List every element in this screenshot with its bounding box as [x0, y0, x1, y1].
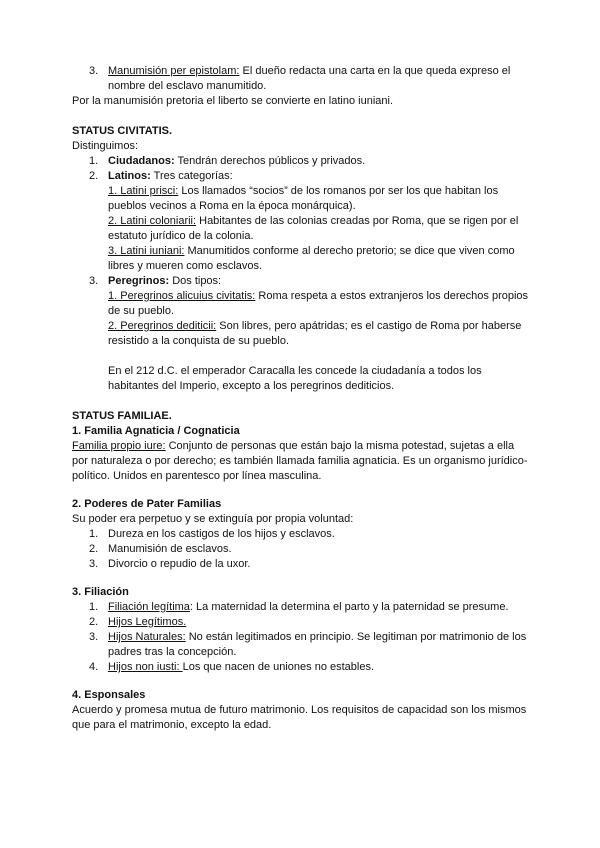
term-label: Latinos:: [108, 170, 151, 182]
list-number: 2.: [89, 543, 99, 555]
list-number: 3.: [89, 558, 99, 570]
list-item: [72, 542, 532, 557]
subsection-title: 4. Esponsales: [72, 689, 146, 701]
sub-item: [108, 319, 532, 349]
term-label: Ciudadanos:: [108, 155, 175, 167]
sub-text: Son libres, pero apátridas; es el castigo de Roma por haberse resistido a la conquista de su pueblo.: [108, 320, 522, 347]
paragraph: Su poder era perpetuo y se extinguía por propia voluntad:: [72, 513, 354, 525]
document-page: [72, 64, 532, 733]
sub-term: 1. Peregrinos alicuius civitatis:: [108, 290, 256, 302]
sub-text: Roma respeta a estos extranjeros los derechos propios de su pueblo.: [108, 290, 529, 317]
list-item: [72, 557, 532, 572]
sub-item: [108, 289, 532, 319]
list-item: [72, 527, 532, 542]
pater-powers-list: [72, 527, 532, 572]
sub-term: 2. Latini coloniarii:: [108, 215, 197, 227]
sub-text: Manumitidos conforme al derecho pretorio; se dice que viven como libres y mueren como esclavos.: [108, 245, 515, 272]
sub-term: 3. Latini iuniani:: [108, 245, 185, 257]
paragraph: Acuerdo y promesa mutua de futuro matrimonio. Los requisitos de capacidad son los mismos que para el matrimonio, excepto la edad.: [72, 704, 527, 731]
manumission-note: Por la manumisión pretoria el liberto se convierte en latino iuniani.: [72, 95, 394, 107]
list-number: 3.: [89, 275, 99, 287]
list-number: 3.: [89, 65, 99, 77]
list-item: [72, 660, 532, 675]
list-number: 1.: [89, 601, 99, 613]
list-item: [72, 274, 532, 394]
list-number: 1.: [89, 528, 99, 540]
list-item: [72, 154, 532, 169]
list-item: [72, 169, 532, 274]
section-title-familiae: STATUS FAMILIAE.: [72, 410, 172, 422]
item-text: Dureza en los castigos de los hijos y esclavos.: [108, 528, 335, 540]
list-number: 1.: [89, 155, 99, 167]
manumission-list: [72, 64, 532, 94]
item-text: Tres categorías:: [150, 170, 233, 182]
item-text: Manumisión de esclavos.: [108, 543, 232, 555]
subsection-title: 1. Familia Agnaticia / Cognaticia: [72, 425, 240, 437]
sub-term: 1. Latini prisci:: [108, 185, 179, 197]
term-label: Hijos Naturales:: [108, 631, 186, 643]
term-label: Peregrinos:: [108, 275, 170, 287]
list-item: [72, 600, 532, 615]
paragraph-text: Conjunto de personas que están bajo la misma potestad, sujetas a ella por naturaleza o por derecho; es también llamada familia agnaticia. Es un organismo jurídico-político. Unidos en parentesco por línea masculina.: [72, 440, 528, 482]
list-item: [72, 615, 532, 630]
section-title-civitatis: STATUS CIVITATIS.: [72, 125, 173, 137]
item-text: : La maternidad la determina el parto y la paternidad se presume.: [189, 601, 509, 613]
item-text: Los que nacen de uniones no estables.: [182, 661, 375, 673]
list-number: 4.: [89, 661, 99, 673]
sub-text: Los llamados “socios” de los romanos por ser los que habitan los pueblos vecinos a Roma en la época monárquica).: [108, 185, 499, 212]
item-text: No están legitimados en principio. Se legitiman por matrimonio de los padres tras la concepción.: [108, 631, 527, 658]
list-number: 2.: [89, 170, 99, 182]
sub-item: [108, 214, 532, 244]
sub-item: [108, 244, 532, 274]
paragraph: [72, 439, 532, 484]
list-item: [72, 630, 532, 660]
subsection-title: 3. Filiación: [72, 586, 129, 598]
item-text: Divorcio o repudio de la uxor.: [108, 558, 251, 570]
item-text: Dos tipos:: [169, 275, 222, 287]
civitatis-list: [72, 154, 532, 394]
sub-item: [108, 184, 532, 214]
term-label: Manumisión per epistolam:: [108, 65, 240, 77]
term-label: Hijos non iusti:: [108, 661, 183, 673]
list-number: 3.: [89, 631, 99, 643]
term-label: Hijos Legítimos.: [108, 616, 187, 628]
term-label: Familia propio iure:: [72, 440, 166, 452]
caracalla-note: En el 212 d.C. el emperador Caracalla les concede la ciudadanía a todos los habitantes del Imperio, excepto a los peregrinos dediticios.: [108, 365, 482, 392]
item-text: Tendrán derechos públicos y privados.: [174, 155, 366, 167]
sub-term: 2. Peregrinos dediticii:: [108, 320, 217, 332]
list-number: 2.: [89, 616, 99, 628]
sub-text: Habitantes de las colonias creadas por Roma, que se rigen por el estatuto jurídico de la colonia.: [108, 215, 519, 242]
item-text: El dueño redacta una carta en la que queda expreso el nombre del esclavo manumitido.: [108, 65, 511, 92]
list-item: [72, 64, 532, 94]
subsection-title: 2. Poderes de Pater Familias: [72, 498, 222, 510]
civitatis-intro: Distinguimos:: [72, 140, 139, 152]
filiation-list: [72, 600, 532, 675]
term-label: Filiación legítima: [108, 601, 190, 613]
